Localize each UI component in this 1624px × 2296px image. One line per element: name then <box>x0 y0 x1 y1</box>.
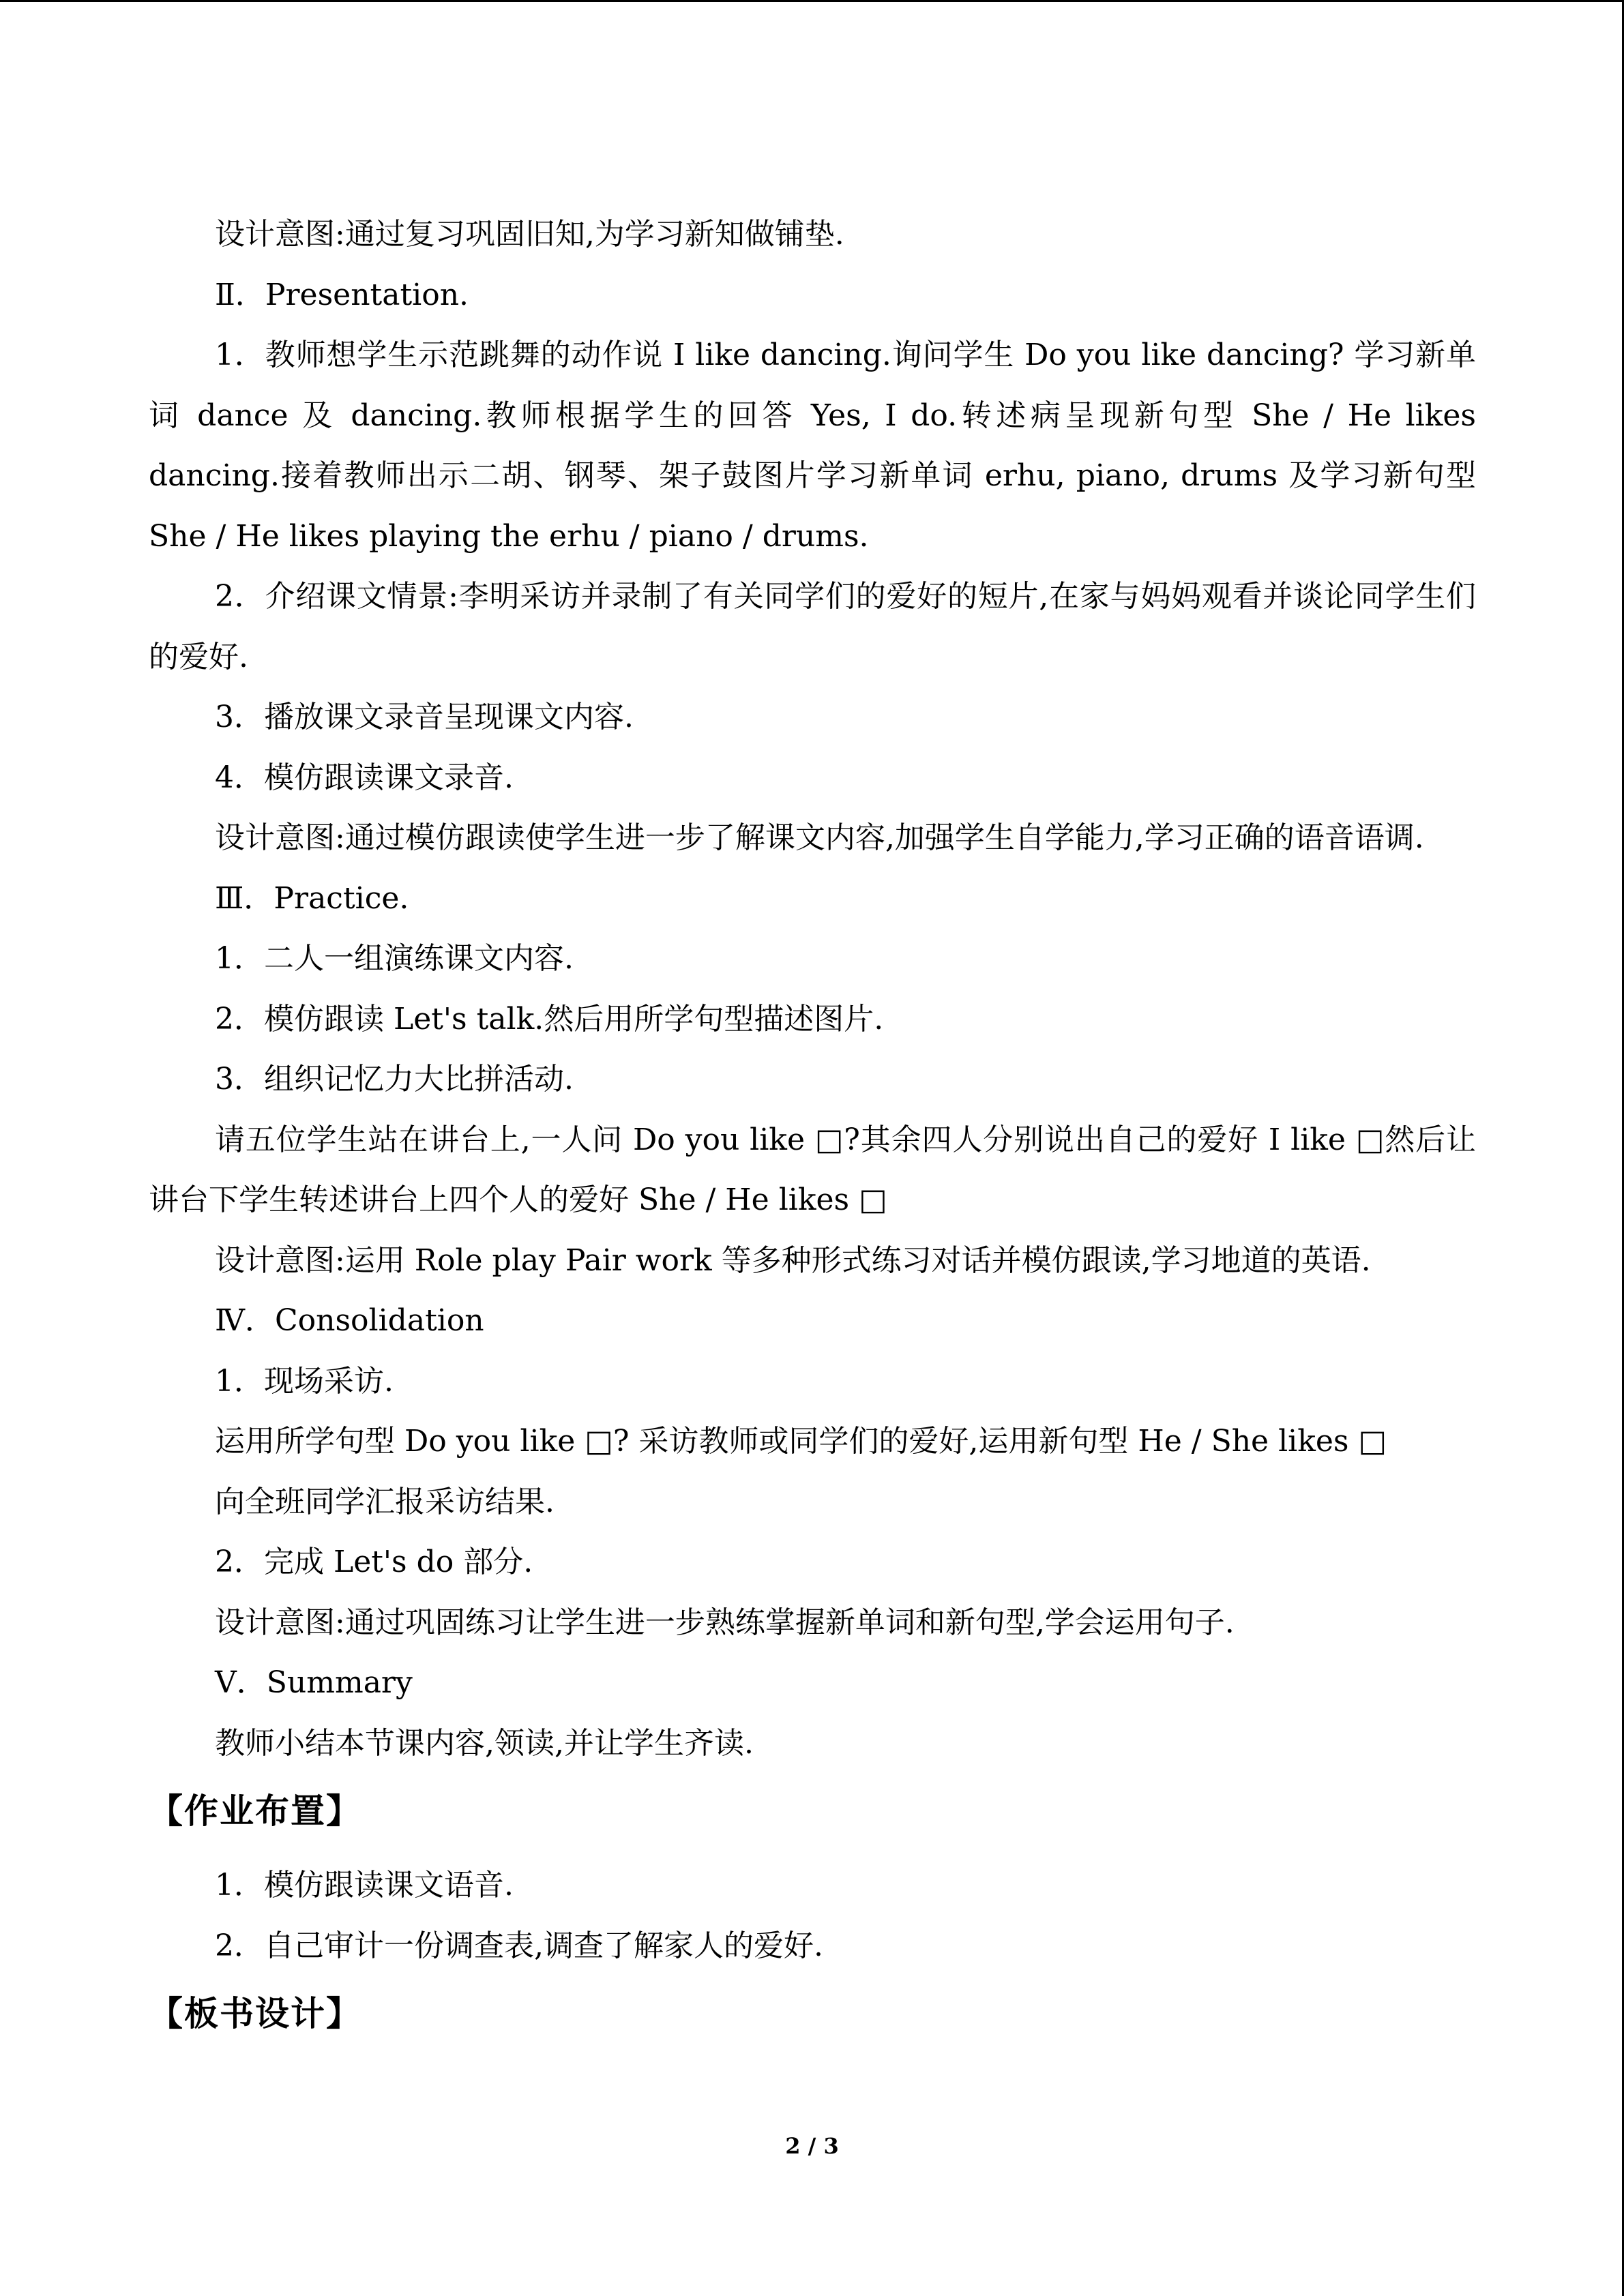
paragraph-consolidation-interview: 运用所学句型 Do you like □? 采访教师或同学们的爱好,运用新句型 He / She likes □ <box>215 1424 1387 1459</box>
paragraph-presentation-step-4: 4．模仿跟读课文录音. <box>215 760 514 795</box>
homework-item-1: 1．模仿跟读课文语音. <box>215 1868 514 1903</box>
paragraph-presentation-step-2: 2．介绍课文情景:李明采访并录制了有关同学们的爱好的短片,在家与妈妈观看并谈论同学生们的爱好. <box>149 579 1476 674</box>
paragraph-practice-activity: 请五位学生站在讲台上,一人问 Do you like □?其余四人分别说出自己的爱好 I like □然后让讲台下学生转述讲台上四个人的爱好 She / He likes □ <box>149 1122 1476 1217</box>
heading-presentation: Ⅱ．Presentation. <box>215 277 469 312</box>
paragraph-consolidation-step-1: 1．现场采访. <box>215 1363 394 1399</box>
heading-practice: Ⅲ．Practice. <box>215 880 409 916</box>
spacer <box>149 1849 1476 1855</box>
document-body <box>149 205 1476 2051</box>
paragraph-practice-step-2: 2．模仿跟读 Let's talk.然后用所学句型描述图片. <box>215 1001 884 1037</box>
paragraph-summary: 教师小结本节课内容,领读,并让学生齐读. <box>215 1725 754 1761</box>
paragraph-practice-step-1: 1．二人一组演练课文内容. <box>215 941 574 976</box>
section-heading-homework: 【作业布置】 <box>149 1791 361 1831</box>
paragraph-practice-step-3: 3．组织记忆力大比拼活动. <box>215 1062 574 1097</box>
homework-item-2: 2．自己审计一份调查表,调查了解家人的爱好. <box>215 1928 823 1963</box>
paragraph-consolidation-step-2: 2．完成 Let's do 部分. <box>215 1545 533 1579</box>
page-top-border <box>0 0 1624 2</box>
paragraph-design-intent-4: 设计意图:通过巩固练习让学生进一步熟练掌握新单词和新句型,学会运用句子. <box>215 1605 1235 1640</box>
paragraph-design-intent-2: 设计意图:通过模仿跟读使学生进一步了解课文内容,加强学生自学能力,学习正确的语音语调. <box>215 820 1424 855</box>
page-number: 2 / 3 <box>785 2133 839 2159</box>
heading-summary: Ⅴ．Summary <box>215 1665 413 1700</box>
paragraph-consolidation-report: 向全班同学汇报采访结果. <box>215 1484 555 1519</box>
heading-consolidation: Ⅳ．Consolidation <box>215 1303 484 1338</box>
paragraph-design-intent-3: 设计意图:运用 Role play Pair work 等多种形式练习对话并模仿跟读,学习地道的英语. <box>215 1242 1371 1278</box>
paragraph-presentation-step-3: 3．播放课文录音呈现课文内容. <box>215 700 634 734</box>
paragraph-presentation-step-1: 1．教师想学生示范跳舞的动作说 I like dancing.询问学生 Do you like dancing? 学习新单词 dance 及 dancing.教师根据学生的回答 Yes, I do.转述病呈现新句型 She / He likes dancing.接着教师出示二胡、钢琴、架子鼓图片学习新单词 erhu, piano, drums 及学习新句型 She / He likes playing the erhu / piano / drums. <box>149 338 1476 554</box>
section-heading-board-design: 【板书设计】 <box>149 1994 361 2033</box>
paragraph-design-intent-1: 设计意图:通过复习巩固旧知,为学习新知做铺垫. <box>215 217 844 252</box>
